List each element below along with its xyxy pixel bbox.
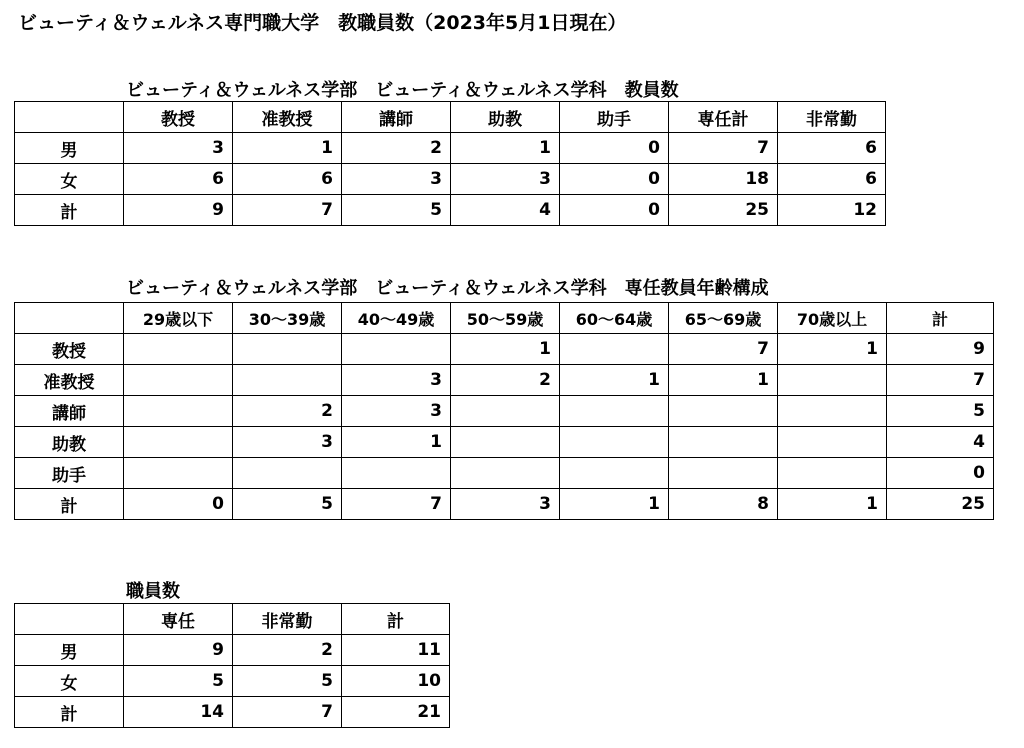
column-header: 専任 bbox=[124, 604, 233, 635]
table-cell: 0 bbox=[887, 458, 994, 489]
row-header: 計 bbox=[15, 195, 124, 226]
table-cell: 3 bbox=[342, 396, 451, 427]
column-header: 40～49歳 bbox=[342, 303, 451, 334]
row-header: 男 bbox=[15, 635, 124, 666]
table-cell: 6 bbox=[778, 133, 886, 164]
table-cell: 2 bbox=[451, 365, 560, 396]
column-header: 非常勤 bbox=[778, 102, 886, 133]
table-cell: 1 bbox=[778, 334, 887, 365]
age-composition-table bbox=[14, 302, 994, 520]
table-cell: 11 bbox=[342, 635, 450, 666]
table-cell: 1 bbox=[451, 334, 560, 365]
table-cell: 7 bbox=[233, 195, 342, 226]
table-cell bbox=[233, 365, 342, 396]
table-cell: 9 bbox=[124, 195, 233, 226]
table-cell: 0 bbox=[560, 164, 669, 195]
table-cell: 4 bbox=[887, 427, 994, 458]
table-cell: 6 bbox=[124, 164, 233, 195]
table-cell: 7 bbox=[887, 365, 994, 396]
table-row bbox=[15, 489, 994, 520]
corner-cell bbox=[15, 604, 124, 635]
column-header: 助教 bbox=[451, 102, 560, 133]
table-cell: 10 bbox=[342, 666, 450, 697]
table-cell bbox=[124, 427, 233, 458]
staff-count-table bbox=[14, 603, 450, 728]
table-row bbox=[15, 396, 994, 427]
table-cell: 5 bbox=[887, 396, 994, 427]
column-header: 助手 bbox=[560, 102, 669, 133]
table-cell bbox=[124, 334, 233, 365]
table-header-row bbox=[15, 604, 450, 635]
table-cell: 3 bbox=[342, 365, 451, 396]
table-cell: 9 bbox=[124, 635, 233, 666]
column-header: 65～69歳 bbox=[669, 303, 778, 334]
table-cell bbox=[451, 458, 560, 489]
table-cell bbox=[669, 396, 778, 427]
row-header: 准教授 bbox=[15, 365, 124, 396]
row-header: 助教 bbox=[15, 427, 124, 458]
table-cell bbox=[560, 396, 669, 427]
table-cell bbox=[124, 365, 233, 396]
table-cell bbox=[124, 458, 233, 489]
table-cell: 7 bbox=[669, 133, 778, 164]
table-cell: 5 bbox=[233, 489, 342, 520]
table-cell: 21 bbox=[342, 697, 450, 728]
table-cell: 1 bbox=[560, 489, 669, 520]
table-row bbox=[15, 427, 994, 458]
faculty-caption: ビューティ＆ウェルネス学部 ビューティ＆ウェルネス学科 教員数 bbox=[126, 80, 679, 101]
table-cell: 7 bbox=[342, 489, 451, 520]
table-cell: 7 bbox=[233, 697, 342, 728]
table-cell: 3 bbox=[124, 133, 233, 164]
row-header: 計 bbox=[15, 489, 124, 520]
table-cell: 4 bbox=[451, 195, 560, 226]
table-row bbox=[15, 635, 450, 666]
table-cell bbox=[778, 458, 887, 489]
table-cell bbox=[233, 334, 342, 365]
table-cell: 14 bbox=[124, 697, 233, 728]
column-header: 准教授 bbox=[233, 102, 342, 133]
table-cell bbox=[233, 458, 342, 489]
row-header: 女 bbox=[15, 666, 124, 697]
column-header: 講師 bbox=[342, 102, 451, 133]
table-row bbox=[15, 133, 886, 164]
table-cell bbox=[560, 334, 669, 365]
row-header: 計 bbox=[15, 697, 124, 728]
column-header: 29歳以下 bbox=[124, 303, 233, 334]
table-header-row bbox=[15, 303, 994, 334]
column-header: 非常勤 bbox=[233, 604, 342, 635]
table-cell: 9 bbox=[887, 334, 994, 365]
table-cell: 25 bbox=[669, 195, 778, 226]
table-row bbox=[15, 195, 886, 226]
table-cell: 3 bbox=[451, 489, 560, 520]
table-cell: 1 bbox=[669, 365, 778, 396]
column-header: 教授 bbox=[124, 102, 233, 133]
row-header: 教授 bbox=[15, 334, 124, 365]
faculty-count-table bbox=[14, 101, 886, 226]
table-cell: 6 bbox=[233, 164, 342, 195]
column-header: 専任計 bbox=[669, 102, 778, 133]
table-cell: 1 bbox=[778, 489, 887, 520]
table-row bbox=[15, 365, 994, 396]
column-header: 計 bbox=[887, 303, 994, 334]
table-row bbox=[15, 458, 994, 489]
table-cell: 0 bbox=[124, 489, 233, 520]
column-header: 50～59歳 bbox=[451, 303, 560, 334]
column-header: 70歳以上 bbox=[778, 303, 887, 334]
row-header: 助手 bbox=[15, 458, 124, 489]
table-cell: 0 bbox=[560, 195, 669, 226]
table-cell: 5 bbox=[233, 666, 342, 697]
table-row bbox=[15, 697, 450, 728]
column-header: 計 bbox=[342, 604, 450, 635]
table-cell: 12 bbox=[778, 195, 886, 226]
staff-caption: 職員数 bbox=[126, 581, 180, 602]
table-cell bbox=[560, 458, 669, 489]
table-row bbox=[15, 334, 994, 365]
table-cell: 7 bbox=[669, 334, 778, 365]
table-cell bbox=[778, 427, 887, 458]
table-cell: 1 bbox=[451, 133, 560, 164]
table-cell: 1 bbox=[560, 365, 669, 396]
column-header: 30～39歳 bbox=[233, 303, 342, 334]
corner-cell bbox=[15, 102, 124, 133]
table-cell: 8 bbox=[669, 489, 778, 520]
table-cell: 1 bbox=[233, 133, 342, 164]
row-header: 講師 bbox=[15, 396, 124, 427]
table-cell bbox=[342, 458, 451, 489]
table-cell bbox=[342, 334, 451, 365]
table-cell: 3 bbox=[451, 164, 560, 195]
page-title: ビューティ＆ウェルネス専門職大学 教職員数（2023年5月1日現在） bbox=[18, 12, 627, 34]
table-cell: 3 bbox=[233, 427, 342, 458]
table-cell: 18 bbox=[669, 164, 778, 195]
table-cell bbox=[451, 427, 560, 458]
table-cell: 5 bbox=[124, 666, 233, 697]
table-cell bbox=[451, 396, 560, 427]
table-row bbox=[15, 666, 450, 697]
table-cell: 25 bbox=[887, 489, 994, 520]
table-cell: 2 bbox=[233, 635, 342, 666]
table-cell bbox=[669, 458, 778, 489]
table-cell: 2 bbox=[233, 396, 342, 427]
table-header-row bbox=[15, 102, 886, 133]
table-cell bbox=[669, 427, 778, 458]
table-cell: 6 bbox=[778, 164, 886, 195]
table-cell bbox=[560, 427, 669, 458]
age-caption: ビューティ＆ウェルネス学部 ビューティ＆ウェルネス学科 専任教員年齢構成 bbox=[126, 278, 769, 299]
table-cell: 0 bbox=[560, 133, 669, 164]
column-header: 60～64歳 bbox=[560, 303, 669, 334]
table-row bbox=[15, 164, 886, 195]
table-cell bbox=[778, 365, 887, 396]
row-header: 女 bbox=[15, 164, 124, 195]
table-cell: 1 bbox=[342, 427, 451, 458]
table-cell: 2 bbox=[342, 133, 451, 164]
table-cell: 5 bbox=[342, 195, 451, 226]
table-cell bbox=[124, 396, 233, 427]
row-header: 男 bbox=[15, 133, 124, 164]
table-cell bbox=[778, 396, 887, 427]
corner-cell bbox=[15, 303, 124, 334]
table-cell: 3 bbox=[342, 164, 451, 195]
